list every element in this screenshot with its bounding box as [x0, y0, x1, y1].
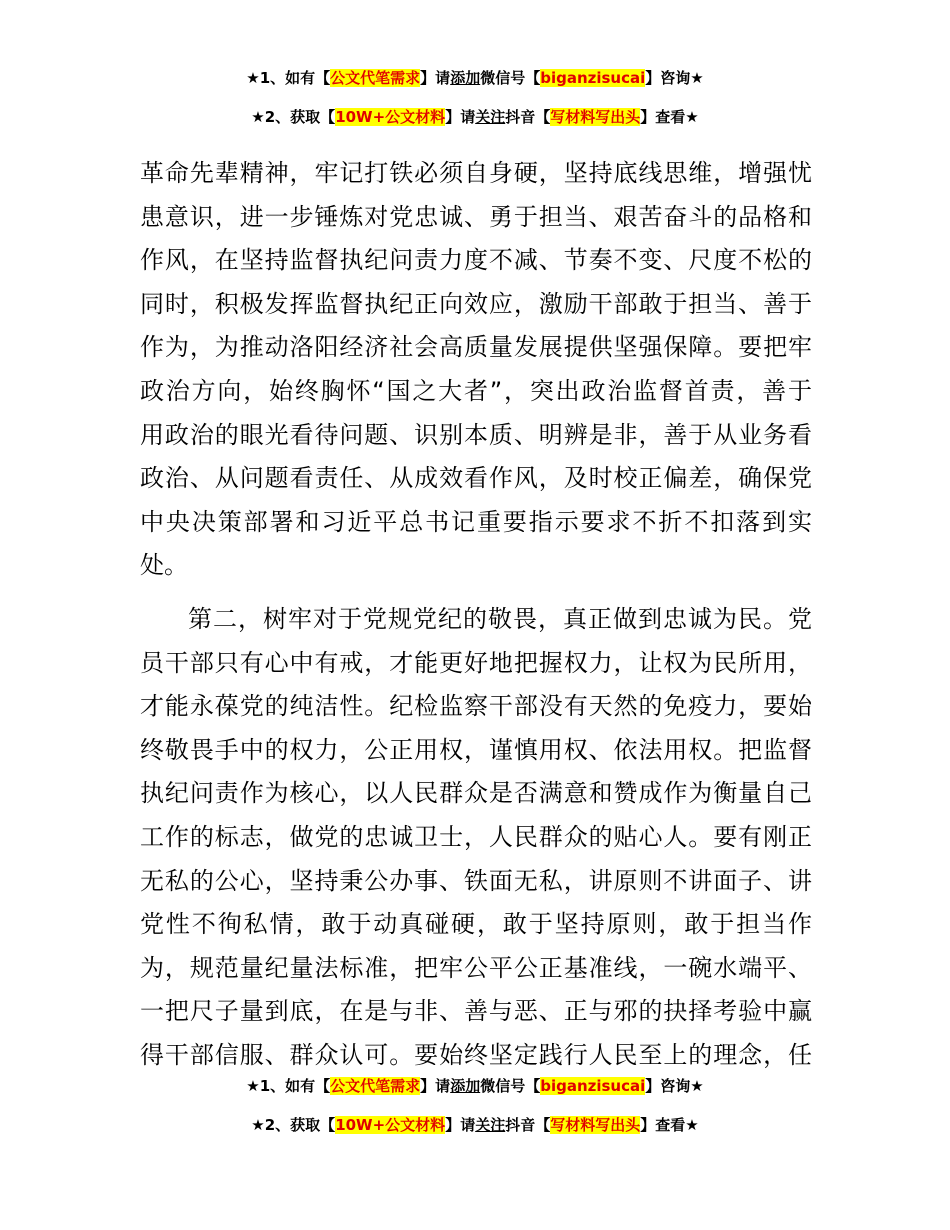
- banner-suffix: 】查看★: [640, 1116, 699, 1134]
- text-line: 政治、从问题看责任、从成效看作风，及时校正偏差，确保党: [140, 464, 812, 493]
- text-line: 执纪问责作为核心，以人民群众是否满意和赞成作为衡量自己: [140, 779, 812, 808]
- text-line: 同时，积极发挥监督执纪正向效应，激励干部敢于担当、善于: [140, 289, 812, 318]
- banner-text: 抖音【: [505, 1116, 551, 1134]
- header-banner-line-2: [0, 107, 950, 127]
- banner-text: 】请: [445, 1116, 476, 1134]
- text-line: 革命先辈精神，牢记打铁必须自身硬，坚持底线思维，增强忧: [140, 159, 812, 187]
- banner-highlight-service: 公文代笔需求: [330, 1077, 421, 1095]
- banner-highlight-wechat-id: biganzisucai: [540, 69, 646, 87]
- banner-underlined-text: 添加: [450, 69, 481, 87]
- banner-text: 微信号【: [480, 69, 541, 87]
- banner-text: 微信号【: [480, 1077, 541, 1095]
- banner-underlined-text: 关注: [475, 1116, 506, 1134]
- paragraph-2: [140, 598, 812, 1078]
- text-line: 工作的标志，做党的忠诚卫士，人民群众的贴心人。要有刚正: [140, 822, 812, 851]
- banner-highlight-materials: 10W+公文材料: [335, 108, 446, 126]
- text-line: 终敬畏手中的权力，公正用权，谨慎用权、依法用权。把监督: [140, 735, 812, 764]
- banner-text: 】请: [420, 1077, 451, 1095]
- text-line: 党性不徇私情，敢于动真碰硬，敢于坚持原则，敢于担当作: [140, 910, 812, 939]
- text-line: 作风，在坚持监督执纪问责力度不减、节奏不变、尺度不松的: [140, 246, 812, 275]
- banner-highlight-douyin-account: 写材料写出头: [550, 108, 641, 126]
- header-banner-line-1: [0, 68, 950, 88]
- text-line: 一把尺子量到底，在是与非、善与恶、正与邪的抉择考验中赢: [140, 997, 812, 1026]
- text-line: 政治方向，始终胸怀“国之大者”，突出政治监督首责，善于: [140, 376, 812, 405]
- text-line: 员干部只有心中有戒，才能更好地把握权力，让权为民所用，: [140, 648, 812, 677]
- banner-text: 抖音【: [505, 108, 551, 126]
- banner-highlight-service: 公文代笔需求: [330, 69, 421, 87]
- banner-suffix: 】咨询★: [645, 69, 704, 87]
- text-line: 无私的公心，坚持秉公办事、铁面无私，讲原则不讲面子、讲: [140, 866, 812, 895]
- banner-suffix: 】咨询★: [645, 1077, 704, 1095]
- text-line: 用政治的眼光看待问题、识别本质、明辨是非，善于从业务看: [140, 420, 812, 449]
- banner-text: 】请: [420, 69, 451, 87]
- banner-underlined-text: 添加: [450, 1077, 481, 1095]
- footer-banner-line-2: [0, 1115, 950, 1135]
- banner-prefix: ★1、如有【: [246, 69, 331, 87]
- banner-underlined-text: 关注: [475, 108, 506, 126]
- text-line: 患意识，进一步锤炼对党忠诚、勇于担当、艰苦奋斗的品格和: [140, 202, 812, 231]
- text-line: 第二，树牢对于党规党纪的敬畏，真正做到忠诚为民。党: [188, 604, 812, 633]
- text-line: 才能永葆党的纯洁性。纪检监察干部没有天然的免疫力，要始: [140, 692, 812, 721]
- banner-highlight-materials: 10W+公文材料: [335, 1116, 446, 1134]
- banner-prefix: ★1、如有【: [246, 1077, 331, 1095]
- banner-prefix: ★2、获取【: [251, 108, 336, 126]
- text-line: 中央决策部署和习近平总书记重要指示要求不折不扣落到实: [140, 507, 812, 536]
- banner-highlight-douyin-account: 写材料写出头: [550, 1116, 641, 1134]
- banner-suffix: 】查看★: [640, 108, 699, 126]
- banner-highlight-wechat-id: biganzisucai: [540, 1077, 646, 1095]
- text-line: 为，规范量纪量法标准，把牢公平公正基准线，一碗水端平、: [140, 953, 812, 982]
- footer-banner-line-1: [0, 1076, 950, 1096]
- banner-prefix: ★2、获取【: [251, 1116, 336, 1134]
- text-line: 得干部信服、群众认可。要始终坚定践行人民至上的理念，任: [140, 1040, 812, 1069]
- paragraph-1: [140, 152, 812, 588]
- text-line: 作为，为推动洛阳经济社会高质量发展提供坚强保障。要把牢: [140, 333, 812, 362]
- document-body: [140, 152, 812, 1077]
- text-line: 处。: [140, 551, 188, 580]
- banner-text: 】请: [445, 108, 476, 126]
